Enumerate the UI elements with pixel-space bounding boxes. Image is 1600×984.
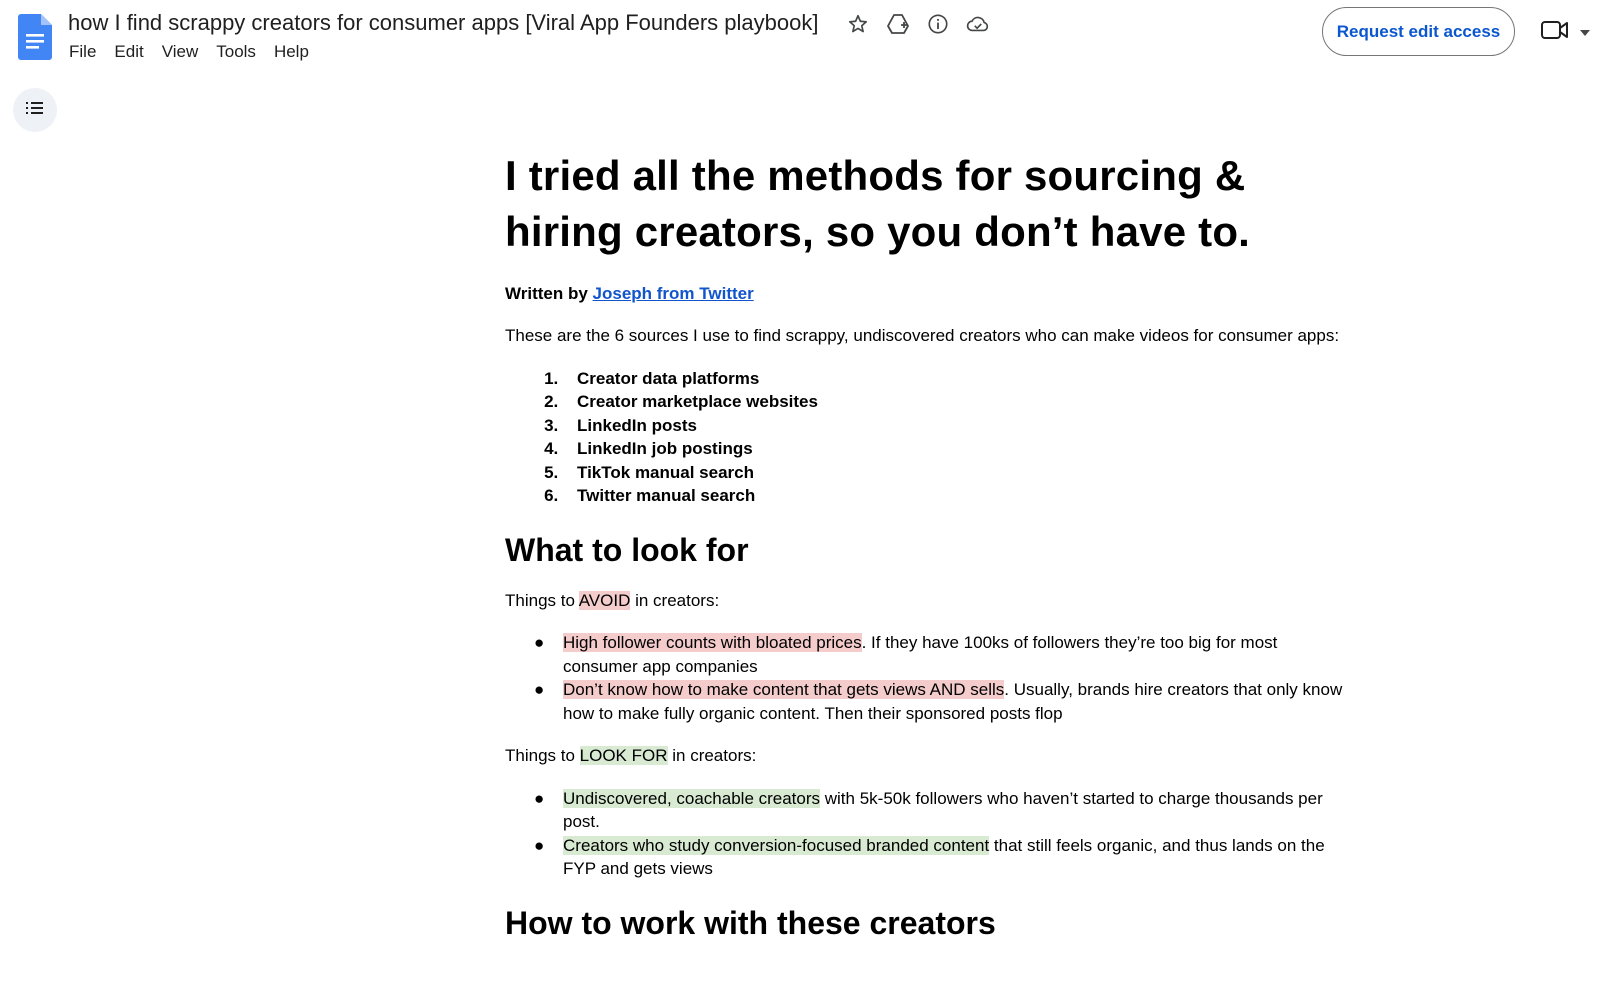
list-item: 2. Creator marketplace websites xyxy=(563,390,1345,414)
intro-paragraph: These are the 6 sources I use to find scrappy, undiscovered creators who can make videos for consumer apps: xyxy=(505,326,1340,345)
document-title[interactable]: how I find scrappy creators for consumer apps [Viral App Founders playbook] xyxy=(68,10,819,35)
section-heading: How to work with these creators xyxy=(505,904,996,941)
document-outline-icon xyxy=(25,100,45,121)
list-item: 6. Twitter manual search xyxy=(563,484,1345,508)
menu-view[interactable]: View xyxy=(161,42,199,61)
section-heading: What to look for xyxy=(505,531,749,568)
list-item: 3. LinkedIn posts xyxy=(563,414,1345,438)
move-to-drive-icon[interactable] xyxy=(886,12,910,36)
list-item xyxy=(534,631,1345,678)
request-edit-access-button[interactable]: Request edit access xyxy=(1322,7,1515,56)
lookfor-list xyxy=(505,787,1345,881)
sources-list xyxy=(505,367,1345,508)
lookfor-highlight: LOOK FOR xyxy=(579,746,668,765)
highlighted-text: High follower counts with bloated prices xyxy=(563,633,862,652)
list-item xyxy=(534,834,1345,881)
byline xyxy=(505,283,1345,305)
item-text: with 5k-50k followers who haven’t started to charge thousands per post. xyxy=(563,788,1323,831)
byline-prefix: Written by xyxy=(505,284,593,303)
item-text: that still feels organic, and thus lands on the FYP and gets views xyxy=(563,835,1325,878)
lookfor-intro xyxy=(505,744,1345,768)
highlighted-text: Creators who study conversion-focused branded content xyxy=(563,835,990,855)
bullet-icon: ● xyxy=(534,633,545,652)
menu-bar xyxy=(60,40,318,64)
lookfor-intro-before: Things to xyxy=(505,746,580,765)
chevron-down-icon xyxy=(1580,23,1590,41)
document-heading: I tried all the methods for sourcing & hiring creators, so you don’t have to. xyxy=(505,152,1251,255)
title-icons xyxy=(846,12,990,36)
top-bar xyxy=(0,0,1600,70)
avoid-highlight: AVOID xyxy=(578,590,631,610)
avoid-intro-before: Things to xyxy=(505,590,579,610)
bullet-icon: ● xyxy=(534,788,545,808)
author-link[interactable]: Joseph from Twitter xyxy=(592,284,754,303)
lookfor-intro-after: in creators: xyxy=(667,746,757,765)
avoid-intro-after: in creators: xyxy=(630,590,720,610)
menu-tools[interactable]: Tools xyxy=(216,42,256,61)
bullet-icon: ● xyxy=(534,835,545,855)
avoid-list xyxy=(505,631,1345,725)
list-item xyxy=(534,678,1345,725)
google-docs-icon[interactable] xyxy=(18,14,52,60)
item-text: . Usually, brands hire creators that only know how to make fully organic content. Then their sponsored posts flop xyxy=(563,680,1343,723)
list-item: 4. LinkedIn job postings xyxy=(563,437,1345,461)
document-page xyxy=(505,140,1345,943)
info-icon[interactable] xyxy=(926,12,950,36)
menu-help[interactable]: Help xyxy=(273,42,309,61)
document-outline-button[interactable] xyxy=(13,88,57,132)
avoid-intro xyxy=(505,589,1345,613)
cloud-status-icon[interactable] xyxy=(966,12,990,36)
video-call-button[interactable] xyxy=(1540,16,1596,48)
list-item: 1. Creator data platforms xyxy=(563,367,1345,391)
highlighted-text: Don’t know how to make content that gets views AND sells xyxy=(563,680,1005,699)
item-text: . If they have 100ks of followers they’re too big for most consumer app companies xyxy=(563,633,1278,676)
star-icon[interactable] xyxy=(846,12,870,36)
video-call-icon xyxy=(1540,18,1570,47)
menu-edit[interactable]: Edit xyxy=(114,42,144,61)
highlighted-text: Undiscovered, coachable creators xyxy=(563,788,821,808)
list-item xyxy=(534,787,1345,834)
menu-file[interactable]: File xyxy=(69,42,97,61)
bullet-icon: ● xyxy=(534,680,545,699)
list-item: 5. TikTok manual search xyxy=(563,461,1345,485)
